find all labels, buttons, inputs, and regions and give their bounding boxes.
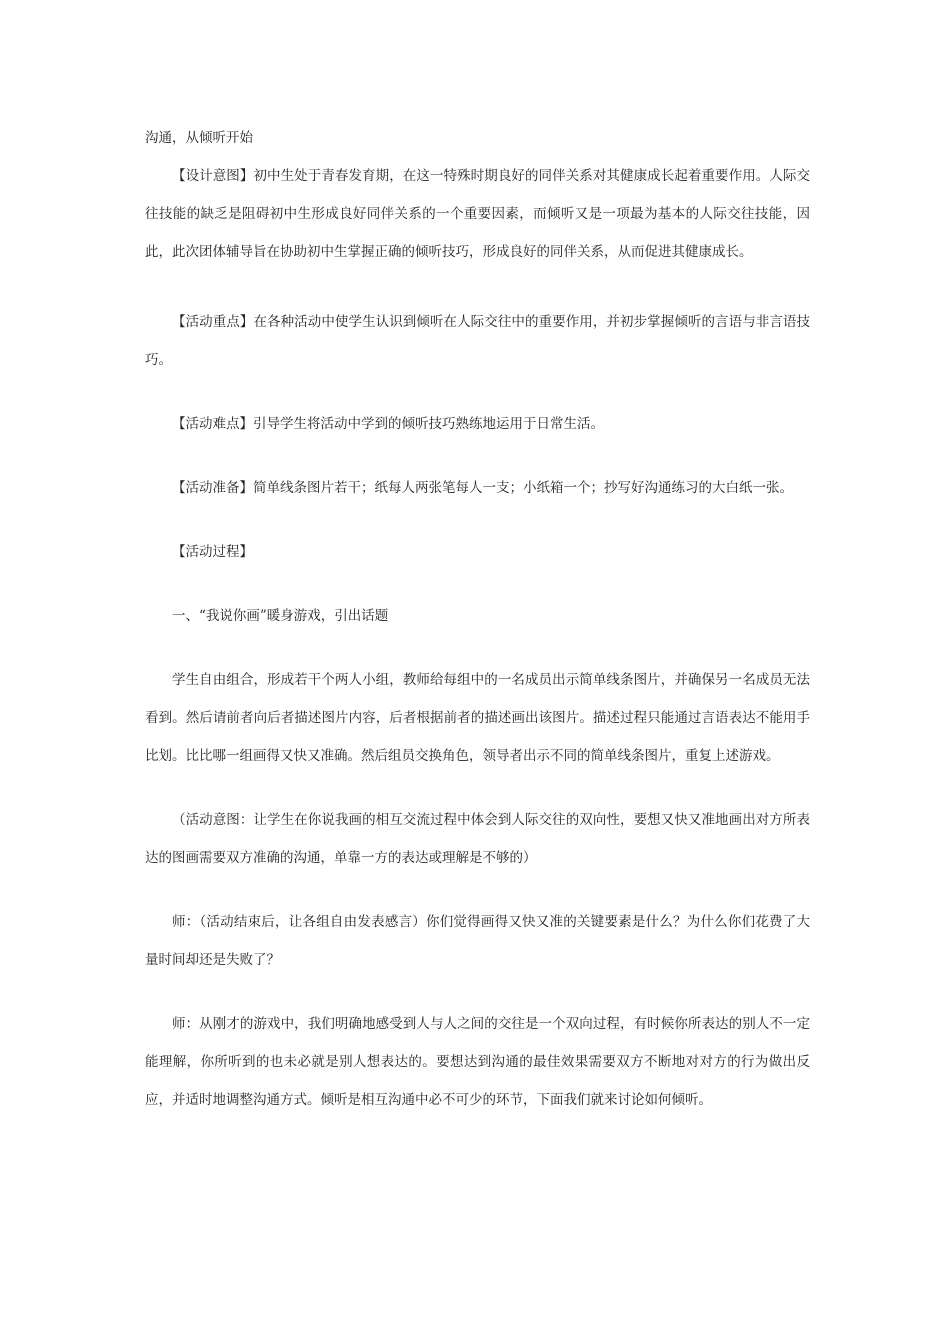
paragraph-teacher-question: 师：（活动结束后，让各组自由发表感言）你们觉得画得又快又准的关键要素是什么？为什么你们花费了大量时间却还是失败了？ (145, 914, 810, 968)
paragraph-game-description: 学生自由组合，形成若干个两人小组，教师给每组中的一名成员出示简单线条图片，并确保另一名成员无法看到。然后请前者向后者描述图片内容，后者根据前者的描述画出该图片。描述过程只能通过言语表达不能用手比划。比比哪一组画得又快又准确。然后组员交换角色，领导者出示不同的简单线条图片，重复上述游戏。 (145, 672, 810, 764)
document-page (145, 125, 810, 1119)
paragraph-activity-purpose: （活动意图：让学生在你说我画的相互交流过程中体会到人际交往的双向性，要想又快又准地画出对方所表达的图画需要双方准确的沟通，单靠一方的表达或理解是不够的） (145, 812, 810, 866)
paragraph-activity-process: 【活动过程】 (172, 544, 253, 560)
paragraph-activity-preparation: 【活动准备】简单线条图片若干；纸每人两张笔每人一支；小纸箱一个；抄写好沟通练习的大白纸一张。 (172, 480, 793, 496)
paragraph-teacher-summary: 师：从刚才的游戏中，我们明确地感受到人与人之间的交往是一个双向过程，有时候你所表达的别人不一定能理解，你所听到的也未必就是别人想表达的。要想达到沟通的最佳效果需要双方不断地对对方的行为做出反应，并适时地调整沟通方式。倾听是相互沟通中必不可少的环节，下面我们就来讨论如何倾听。 (145, 1016, 810, 1108)
paragraph-activity-difficulty: 【活动难点】引导学生将活动中学到的倾听技巧熟练地运用于日常生活。 (172, 416, 604, 432)
section-heading-warmup: 一、“我说你画”暖身游戏，引出话题 (172, 608, 389, 624)
document-title: 沟通，从倾听开始 (145, 130, 253, 146)
paragraph-activity-focus: 【活动重点】在各种活动中使学生认识到倾听在人际交往中的重要作用，并初步掌握倾听的言语与非言语技巧。 (145, 314, 810, 368)
paragraph-design-intent: 【设计意图】初中生处于青春发育期，在这一特殊时期良好的同伴关系对其健康成长起着重要作用。人际交往技能的缺乏是阻碍初中生形成良好同伴关系的一个重要因素，而倾听又是一项最为基本的人际交往技能，因此，此次团体辅导旨在协助初中生掌握正确的倾听技巧，形成良好的同伴关系，从而促进其健康成长。 (145, 168, 810, 260)
